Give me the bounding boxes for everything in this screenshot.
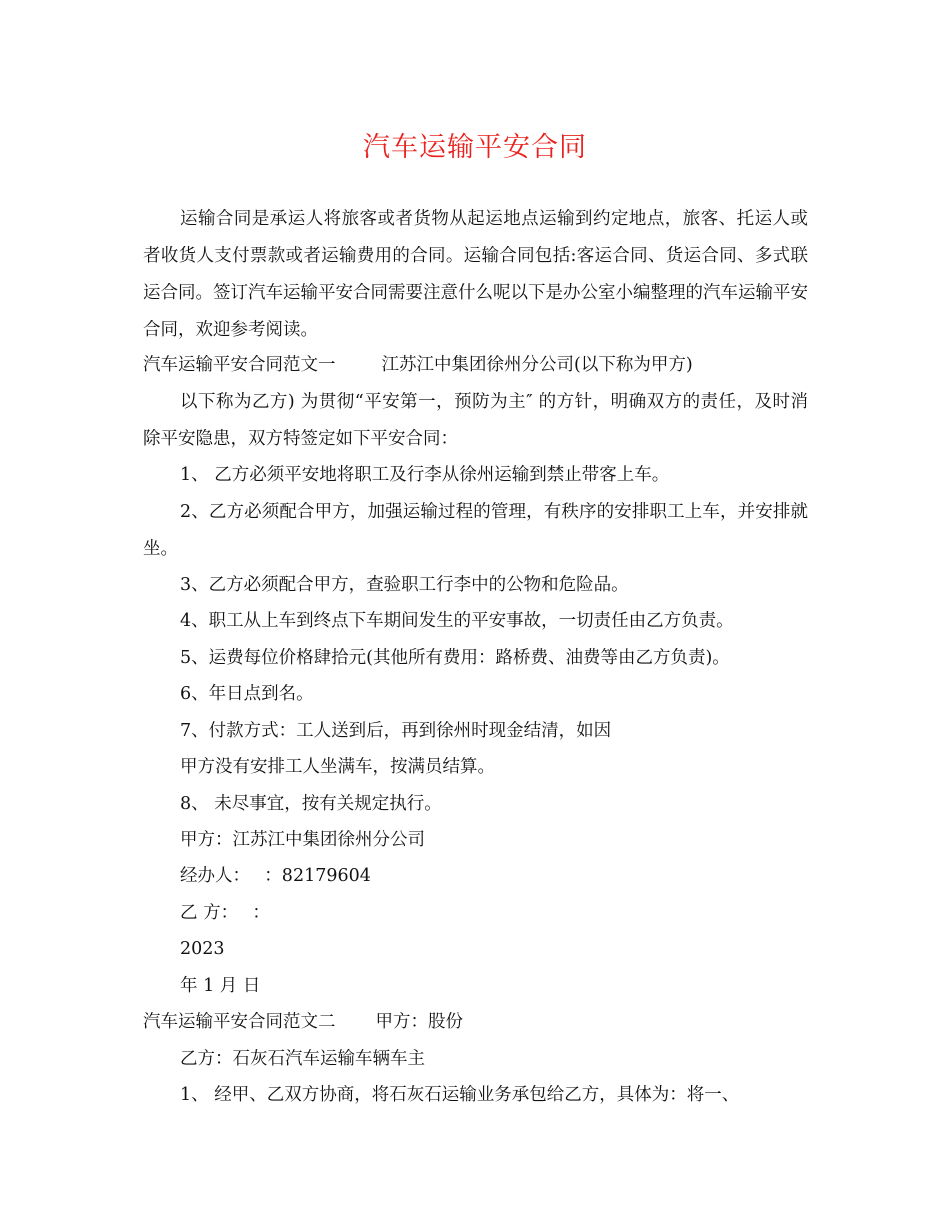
- intro-paragraph: 运输合同是承运人将旅客或者货物从起运地点运输到约定地点，旅客、托运人或者收货人支付票款或者运输费用的合同。运输合同包括:客运合同、货运合同、多式联运合同。签订汽车运输平安合同需要注意什么呢以下是办公室小编整理的汽车运输平安合同，欢迎参考阅读。: [143, 209, 808, 340]
- signature-year: 2023: [180, 939, 225, 959]
- clause-5: 5、运费每位价格肆拾元(其他所有费用：路桥费、油费等由乙方负责)。: [180, 648, 730, 668]
- clause-3: 3、乙方必须配合甲方，查验职工行李中的公物和危险品。: [180, 575, 629, 595]
- sample2-heading-line: [143, 1004, 843, 1041]
- sample1-party-a-intro: 江苏江中集团徐州分公司(以下称为甲方): [381, 355, 693, 375]
- sample1-preamble: 以下称为乙方) 为贯彻“平安第一，预防为主″ 的方针，明确双方的责任，及时消除平安隐患，双方特签定如下平安合同：: [143, 392, 808, 449]
- signature-party-b: 乙 方： ：: [180, 903, 270, 923]
- sample1-heading-line: [143, 347, 843, 384]
- clause-7-continued: 甲方没有安排工人坐满车，按满员结算。: [180, 757, 495, 777]
- signature-party-a: 甲方：江苏江中集团徐州分公司: [180, 830, 425, 850]
- clause-4: 4、职工从上车到终点下车期间发生的平安事故，一切责任由乙方负责。: [180, 611, 734, 631]
- clause-6: 6、年日点到名。: [180, 684, 314, 704]
- sample2-heading: 汽车运输平安合同范文二: [143, 1012, 336, 1032]
- signature-agent: 经办人： ：82179604: [180, 866, 371, 886]
- sample2-party-a: 甲方：股份: [375, 1012, 463, 1032]
- signature-date: 年 1 月 日: [180, 976, 261, 996]
- clause-8: 8、 未尽事宜，按有关规定执行。: [180, 794, 442, 814]
- clause-7: 7、付款方式：工人送到后，再到徐州时现金结清，如因: [180, 721, 612, 741]
- sample2-party-b: 乙方：石灰石汽车运输车辆车主: [180, 1049, 425, 1069]
- sample1-heading: 汽车运输平安合同范文一: [143, 355, 336, 375]
- clause-2: 2、乙方必须配合甲方，加强运输过程的管理，有秩序的安排职工上车，并安排就坐。: [143, 502, 808, 559]
- document-title: 汽车运输平安合同: [363, 132, 587, 163]
- sample2-clause-1: 1、 经甲、乙双方协商，将石灰石运输业务承包给乙方，具体为：将一、: [180, 1085, 740, 1105]
- clause-1: 1、 乙方必须平安地将职工及行李从徐州运输到禁止带客上车。: [180, 465, 670, 485]
